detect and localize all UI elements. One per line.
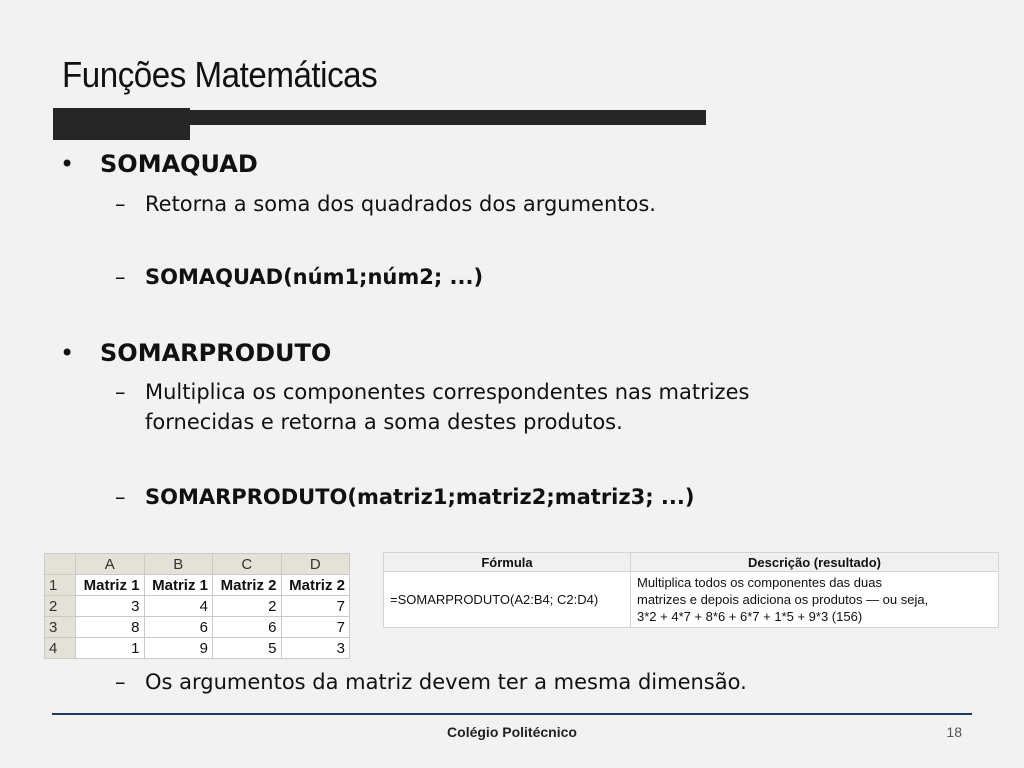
spreadsheet-cell: Matriz 2 <box>213 575 282 596</box>
page-number: 18 <box>946 724 962 740</box>
spreadsheet-row-number: 2 <box>45 596 76 617</box>
sub-item-text: Multiplica os componentes correspondentes nas matrizes <box>145 380 750 404</box>
spreadsheet-corner <box>45 554 76 575</box>
spreadsheet-cell: Matriz 1 <box>76 575 145 596</box>
spreadsheet-column-header: D <box>281 554 350 575</box>
footer-institution: Colégio Politécnico <box>447 724 577 740</box>
sub-item-text: Os argumentos da matriz devem ter a mesma dimensão. <box>145 670 747 694</box>
dash-glyph: – <box>115 485 126 509</box>
spreadsheet-row <box>45 638 350 659</box>
spreadsheet-cell: 7 <box>281 596 350 617</box>
sub-item-text: fornecidas e retorna a soma destes produtos. <box>145 410 623 434</box>
spreadsheet-cell: 3 <box>281 638 350 659</box>
bullet-title: SOMAQUAD <box>100 150 258 178</box>
formula-table-header: Descrição (resultado) <box>631 553 999 572</box>
spreadsheet-row <box>45 575 350 596</box>
description-cell <box>631 572 999 628</box>
spreadsheet-cell: Matriz 1 <box>144 575 213 596</box>
dash-glyph: – <box>115 380 126 404</box>
formula-table-row <box>384 572 999 628</box>
spreadsheet-cell: 2 <box>213 596 282 617</box>
formula-table <box>383 552 999 628</box>
spreadsheet-column-header: A <box>76 554 145 575</box>
dash-glyph: – <box>115 192 126 216</box>
footer-divider <box>52 713 972 715</box>
spreadsheet-row-number: 1 <box>45 575 76 596</box>
spreadsheet-column-header-row <box>45 554 350 575</box>
spreadsheet-row <box>45 617 350 638</box>
bullet-dot: • <box>60 339 75 367</box>
dash-glyph: – <box>115 265 126 289</box>
spreadsheet-cell: 3 <box>76 596 145 617</box>
sub-item-text: SOMARPRODUTO(matriz1;matriz2;matriz3; ...) <box>145 485 695 509</box>
spreadsheet-cell: Matriz 2 <box>281 575 350 596</box>
spreadsheet-cell: 5 <box>213 638 282 659</box>
spreadsheet-cell: 1 <box>76 638 145 659</box>
description-line: Multiplica todos os componentes das duas <box>637 575 882 590</box>
title-underline-bar <box>189 110 706 125</box>
title-accent-bar <box>53 108 190 140</box>
spreadsheet-cell: 7 <box>281 617 350 638</box>
spreadsheet-row-number: 3 <box>45 617 76 638</box>
sub-item-text: Retorna a soma dos quadrados dos argumentos. <box>145 192 656 216</box>
formula-cell: =SOMARPRODUTO(A2:B4; C2:D4) <box>384 572 631 628</box>
spreadsheet-cell: 6 <box>144 617 213 638</box>
spreadsheet-cell: 6 <box>213 617 282 638</box>
spreadsheet-cell: 8 <box>76 617 145 638</box>
spreadsheet-cell: 9 <box>144 638 213 659</box>
spreadsheet-example <box>44 553 350 659</box>
spreadsheet-column-header: C <box>213 554 282 575</box>
bullet-dot: • <box>60 150 75 178</box>
formula-table-header-row <box>384 553 999 572</box>
spreadsheet-row <box>45 596 350 617</box>
spreadsheet-row-number: 4 <box>45 638 76 659</box>
dash-glyph: – <box>115 670 126 694</box>
spreadsheet-cell: 4 <box>144 596 213 617</box>
formula-table-header: Fórmula <box>384 553 631 572</box>
description-line: matrizes e depois adiciona os produtos — ou seja, <box>637 592 929 607</box>
bullet-title: SOMARPRODUTO <box>100 339 332 367</box>
spreadsheet-column-header: B <box>144 554 213 575</box>
slide-title: Funções Matemáticas <box>62 54 378 95</box>
sub-item-text: SOMAQUAD(núm1;núm2; ...) <box>145 265 484 289</box>
description-line: 3*2 + 4*7 + 8*6 + 6*7 + 1*5 + 9*3 (156) <box>637 609 863 624</box>
